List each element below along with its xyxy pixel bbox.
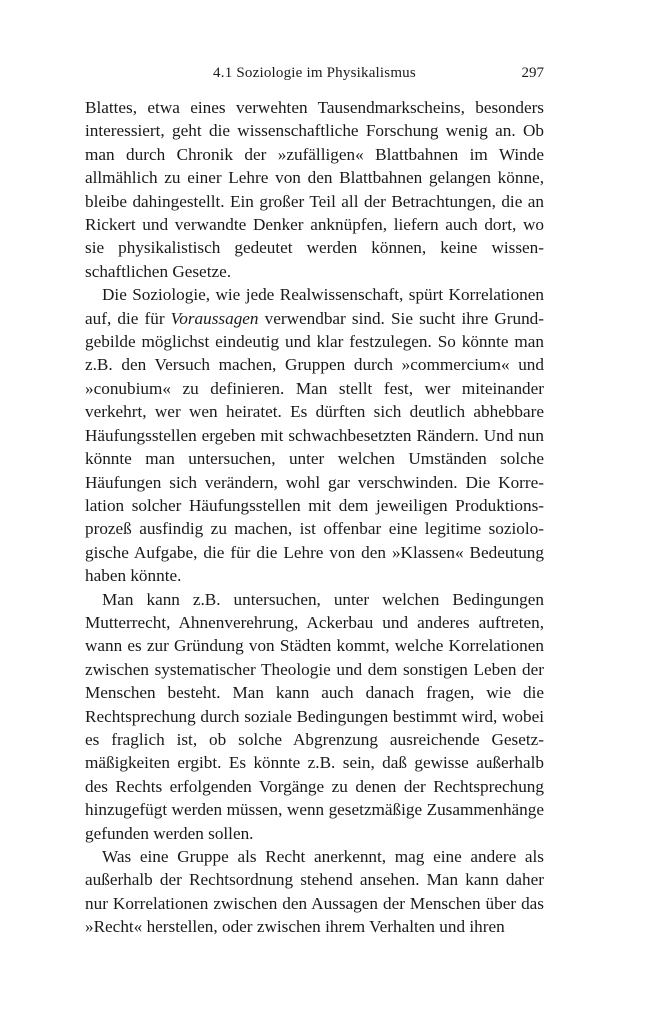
paragraph-1: Blattes, etwa eines verwehten Tausendmarkscheins, besonders interessiert, geht die wissenschaftliche Forschung wenig an. Ob man durch Chronik der »zufälligen« Blattbahnen im Winde allmählich zu einer Lehre von den Blattbahnen gelangen könne, bleibe dahingestellt. Ein großer Teil all der Betrachtungen, die an Rickert und verwandte Denker anknüpfen, liefern auch dort, wo sie physikalistisch gedeutet werden können, keine wissenschaftlichen Gesetze.	[85, 98, 544, 281]
paragraph-2-text-start: Die Soziologie, wie jede Realwissenschaft, spürt Korrelationen auf, die für	[85, 285, 544, 328]
paragraph-2-text-end: verwendbar sind. Sie sucht ihre Grundgebilde möglichst eindeutig und klar festzulegen. So könnte man z.B. den Versuch machen, Gruppen durch »commercium« und »conubium« zu definieren. Man stellt fest, wer miteinander verkehrt, wer wen heiratet. Es dürften sich deutlich abhebbare Häufungsstellen ergeben mit schwachbesetzten Rändern. Und nun könnte man untersuchen, unter welchen Umständen solche Häufungen sich verändern, wohl gar verschwinden. Die Korrelation solcher Häufungsstellen mit dem jeweiligen Produktionsprozeß ausfindig zu machen, ist offenbar eine legitime soziologische Aufgabe, die für die Lehre von den »Klassen« Bedeutung haben könnte.	[85, 308, 544, 586]
paragraph-4: Was eine Gruppe als Recht anerkennt, mag eine andere als außerhalb der Rechtsordnung stehend ansehen. Man kann daher nur Korrelationen zwischen den Aussagen der Menschen über das »Recht« herstellen, oder zwischen ihrem Verhalten und ihren	[85, 847, 544, 937]
paragraph-2	[85, 283, 544, 587]
running-title: 4.1 Soziologie im Physikalismus	[213, 65, 416, 81]
paragraph-3: Man kann z.B. untersuchen, unter welchen Bedingungen Mutterrecht, Ahnenverehrung, Ackerbau und anderes auftreten, wann es zur Gründung von Städten kommt, welche Korrelationen zwischen systematischer Theologie und dem sonstigen Leben der Menschen besteht. Man kann auch danach fragen, wie die Rechtsprechung durch soziale Bedingungen bestimmt wird, wobei es fraglich ist, ob solche Abgrenzung ausreichende Gesetzmäßigkeiten ergibt. Es könnte z.B. sein, daß gewisse außerhalb des Rechts erfolgenden Vorgänge zu denen der Rechtsprechung hinzugefügt werden müssen, wenn gesetzmäßige Zusammenhänge gefunden werden sollen.	[85, 589, 544, 843]
body-text	[85, 96, 544, 939]
page-header	[85, 61, 544, 85]
emphasis-voraussagen: Voraussagen	[170, 308, 259, 328]
page-number: 297	[521, 65, 544, 81]
